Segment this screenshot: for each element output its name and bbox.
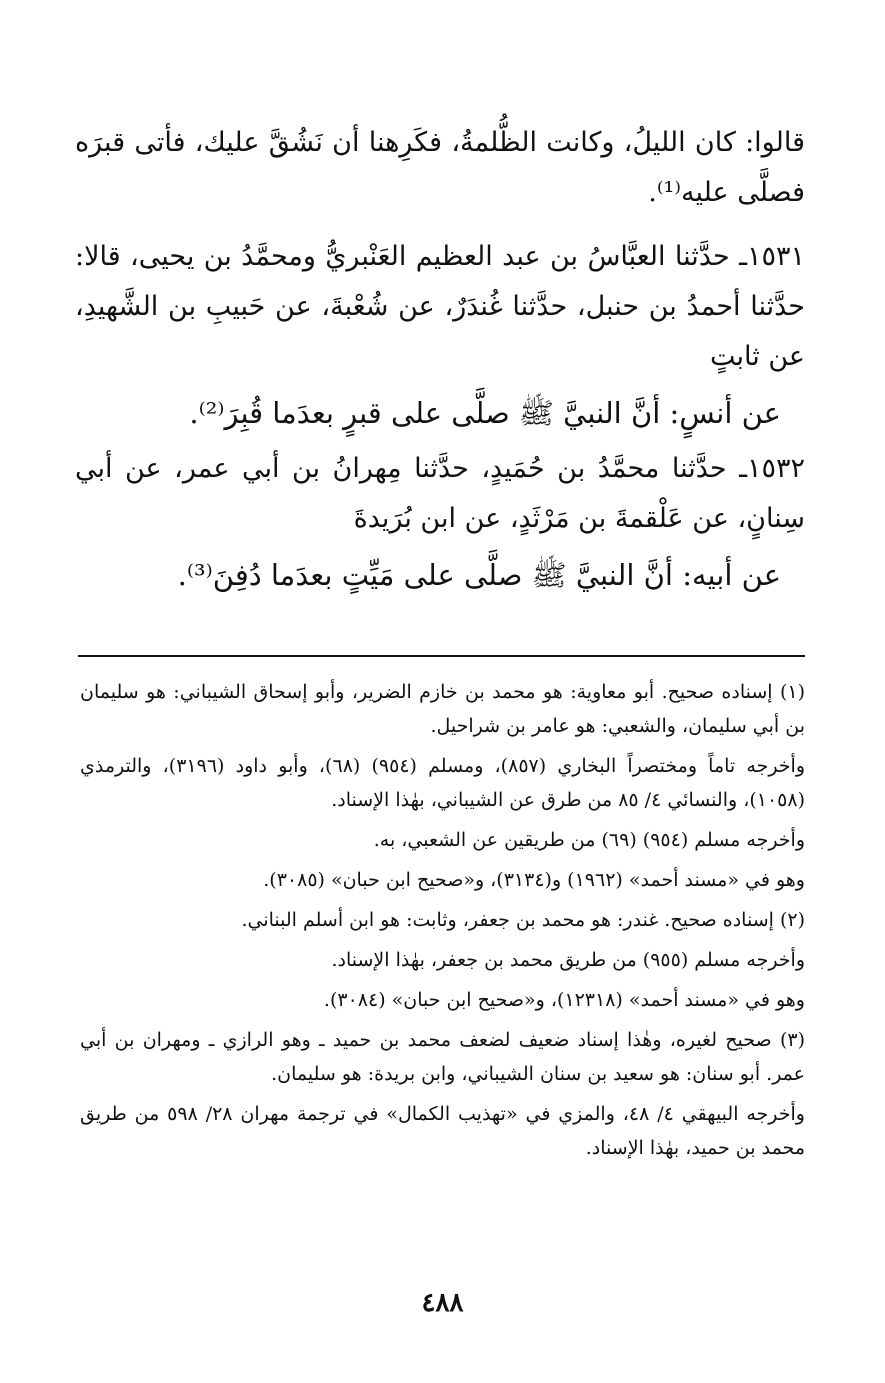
footnote-2-musnad: وهو في «مسند أحمد» (١٢٣١٨)، و«صحيح ابن حبان» (٣٠٨٤). xyxy=(323,989,805,1011)
footnote-1-musnad: وهو في «مسند أحمد» (١٩٦٢) و(٣١٣٤)، و«صحيح ابن حبان» (٣٠٨٥). xyxy=(263,869,805,891)
footnote-1-sources: وأخرجه تاماً ومختصراً البخاري (٨٥٧)، ومسلم (٩٥٤) (٦٨)، وأبو داود (٣١٩٦)، والترمذي (١٠٥٨)، والنسائي ٤/ ٨٥ من طرق عن الشيباني، بهٰذا الإسناد. xyxy=(80,755,806,811)
paragraph-opening: قالوا: كان الليلُ، وكانت الظُّلمةُ، فكَرِهنا أن نَشُقَّ عليك، فأتى قبرَه فصلَّى عليه⁽¹⁾. xyxy=(75,127,805,208)
footnotes xyxy=(80,675,805,1171)
footnote-1-muslim: وأخرجه مسلم (٩٥٤) (٦٩) من طريقين عن الشعبي، به. xyxy=(373,829,805,851)
hadith-1532-text: عن أبيه: أنَّ النبيَّ ﷺ صلَّى على مَيِّتٍ بعدَما دُفِنَ⁽³⁾. xyxy=(177,558,781,592)
hadith-1532-chain: ١٥٣٢ـ حدَّثنا محمَّدُ بن حُمَيدٍ، حدَّثنا مِهرانُ بن أبي عمر، عن أبي سِنانٍ، عن عَلْقمةَ بن مَرْثَدٍ، عن ابن بُرَيدةَ xyxy=(75,453,805,534)
footnote-2: (٢) إسناده صحيح. غندر: هو محمد بن جعفر، وثابت: هو ابن أسلم البناني. xyxy=(241,909,805,931)
hadith-1531-text: عن أنسٍ: أنَّ النبيَّ ﷺ صلَّى على قبرٍ بعدَما قُبِرَ⁽²⁾. xyxy=(189,396,781,430)
footnote-2-muslim: وأخرجه مسلم (٩٥٥) من طريق محمد بن جعفر، بهٰذا الإسناد. xyxy=(331,949,805,971)
hadith-1531-chain: ١٥٣١ـ حدَّثنا العبَّاسُ بن عبد العظيم العَنْبريُّ ومحمَّدُ بن يحيى، قالا: حدَّثنا أحمدُ بن حنبل، حدَّثنا غُندَرٌ، عن شُعْبةَ، عن حَبيبِ بن الشَّهيدِ، عن ثابتٍ xyxy=(75,241,805,372)
footnote-divider xyxy=(78,655,805,657)
main-text xyxy=(75,118,805,606)
page-number: ٤٨٨ xyxy=(421,1288,464,1318)
footnote-1: (١) إسناده صحيح. أبو معاوية: هو محمد بن خازم الضرير، وأبو إسحاق الشيباني: هو سليمان بن أبي سليمان، والشعبي: هو عامر بن شراحيل. xyxy=(80,681,805,737)
footnote-3-sources: وأخرجه البيهقي ٤/ ٤٨، والمزي في «تهذيب الكمال» في ترجمة مهران ٢٨/ ٥٩٨ من طريق محمد بن حميد، بهٰذا الإسناد. xyxy=(80,1103,805,1159)
footnote-3: (٣) صحيح لغيره، وهٰذا إسناد ضعيف لضعف محمد بن حميد ـ وهو الرازي ـ ومهران بن أبي عمر. أبو سنان: هو سعيد بن سنان الشيباني، وابن بريدة: هو سليمان. xyxy=(80,1029,805,1085)
